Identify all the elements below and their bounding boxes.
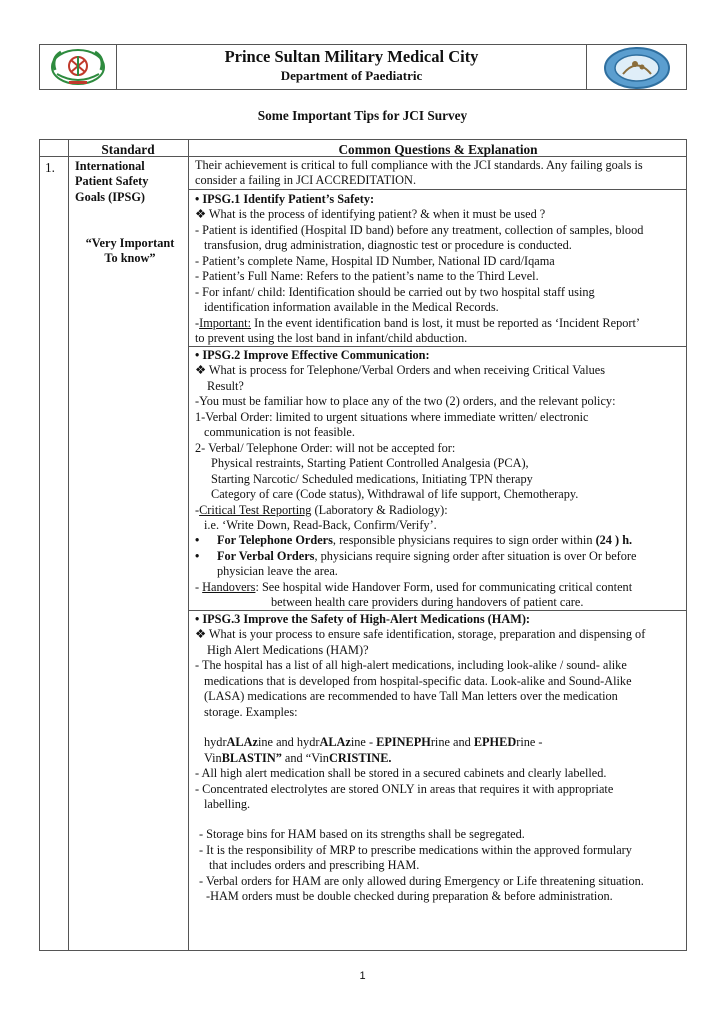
- text-fragment: For Verbal Orders: [217, 548, 315, 563]
- ipsg1-line: - Patient’s complete Name, Hospital ID Number, National ID card/Iqama: [195, 253, 555, 268]
- bullet-item: [195, 549, 685, 564]
- text-fragment: -: [195, 502, 200, 517]
- text-fragment: ALAz: [226, 735, 258, 750]
- ipsg1-line: - For infant/ child: Identification should be carried out by two hospital staff using: [195, 284, 595, 299]
- ipsg1-heading: • IPSG.1 Identify Patient’s Safety:: [195, 192, 375, 206]
- ipsg1-question: ❖ What is the process of identifying patient? & when it must be used ?: [195, 207, 546, 222]
- ipsg2-line: Category of care (Code status), Withdrawal of life support, Chemotherapy.: [211, 487, 579, 502]
- text-fragment: ine -: [350, 735, 377, 750]
- text-fragment: For Telephone Orders: [217, 533, 333, 548]
- critical-test-reporting-label: Critical Test Reporting: [199, 502, 312, 517]
- ipsg2-handover-line: [195, 580, 685, 595]
- note-line: To know”: [104, 251, 156, 266]
- ipsg1-line: to prevent using the lost band in infant/child abduction.: [195, 331, 468, 346]
- ipsg3-line: - The hospital has a list of all high-alert medications, including look-alike / sound- alike: [195, 658, 627, 673]
- logo-cell-right: [586, 45, 686, 89]
- page-number: 1: [359, 970, 366, 982]
- bullet-icon: •: [195, 533, 200, 548]
- text-fragment: In the event identification band is lost, it must be reported as ‘Incident Report’: [251, 315, 640, 330]
- document-title: Some Important Tips for JCI Survey: [257, 108, 468, 123]
- ipsg3-line: - All high alert medication shall be stored in a secured cabinets and clearly labelled.: [195, 766, 607, 781]
- ipsg3-line: that includes orders and prescribing HAM.: [209, 858, 420, 873]
- hospital-name: Prince Sultan Military Medical City: [224, 47, 479, 66]
- ipsg2-line: Starting Narcotic/ Scheduled medications, Initiating TPN therapy: [211, 471, 533, 486]
- standard-line: Goals (IPSG): [75, 189, 146, 204]
- standard-name: [75, 159, 185, 205]
- ipsg1-section: [195, 192, 685, 347]
- lasa-examples-line: [195, 735, 685, 750]
- column-header-questions: Common Questions & Explanation: [338, 142, 538, 157]
- text-fragment: EPINEPH: [376, 735, 431, 750]
- lasa-examples-line: [195, 751, 685, 766]
- intro-section: [195, 158, 685, 189]
- ipsg2-section: [195, 348, 685, 611]
- text-fragment: BLASTIN”: [221, 750, 282, 765]
- ipsg2-line: i.e. ‘Write Down, Read-Back, Confirm/Verify’.: [204, 517, 437, 532]
- text-fragment: (24 ) h.: [595, 533, 633, 548]
- standard-line: International: [75, 159, 145, 173]
- ipsg2-line: 1-Verbal Order: limited to urgent situations where immediate written/ electronic: [195, 409, 589, 424]
- column-divider: [68, 140, 69, 950]
- very-important-note: [70, 236, 190, 267]
- text-fragment: CRISTINE.: [328, 750, 392, 765]
- ipsg3-line: medications that is developed from hospital-specific data. Look-alike and Sound-Alike: [204, 673, 632, 688]
- ipsg2-question: ❖ What is process for Telephone/Verbal Orders and when receiving Critical Values: [195, 363, 606, 378]
- text-fragment: -: [195, 315, 200, 330]
- ipsg3-section: [195, 612, 685, 905]
- ipsg2-line: physician leave the area.: [217, 564, 338, 579]
- ipsg1-line: identification information available in the Medical Records.: [204, 300, 499, 315]
- ipsg2-line: -You must be familiar how to place any of the two (2) orders, and the relevant policy:: [195, 394, 616, 409]
- section-divider: [188, 189, 686, 190]
- ipsg2-line: Physical restraints, Starting Patient Controlled Analgesia (PCA),: [211, 456, 529, 471]
- row-number: 1.: [45, 160, 55, 175]
- logo-cell-left: [40, 45, 117, 89]
- intro-line: Their achievement is critical to full compliance with the JCI standards. Any failing goals is: [195, 158, 643, 172]
- note-line: “Very Important: [85, 236, 175, 250]
- column-header-standard: Standard: [101, 142, 155, 157]
- bullet-item: [195, 533, 685, 548]
- text-fragment: EPHED: [473, 735, 517, 750]
- text-fragment: Vin: [204, 750, 222, 765]
- text-fragment: ALAz: [319, 735, 351, 750]
- handovers-label: Handovers: [202, 579, 256, 594]
- department-name: Department of Paediatric: [280, 68, 423, 83]
- letterhead: [39, 44, 687, 90]
- ipsg2-ctr-line: [195, 503, 685, 518]
- text-fragment: (Laboratory & Radiology):: [311, 502, 448, 517]
- ipsg2-question: Result?: [207, 378, 244, 393]
- text-fragment: -: [195, 579, 203, 594]
- text-fragment: , physicians require signing order after situation is over Or before: [314, 548, 637, 563]
- text-fragment: hydr: [204, 735, 227, 750]
- ipsg3-line: labelling.: [204, 796, 251, 811]
- ipsg3-line: - Verbal orders for HAM are only allowed during Emergency or Life threatening situation.: [199, 873, 644, 888]
- important-label: Important:: [199, 315, 252, 330]
- tips-table: [39, 139, 687, 951]
- text-fragment: , responsible physicians requires to sign order within: [332, 533, 596, 548]
- department-logo-right: [595, 47, 679, 89]
- ipsg3-line: - Concentrated electrolytes are stored ONLY in areas that requires it with appropriate: [195, 781, 614, 796]
- ipsg1-line: - Patient’s Full Name: Refers to the patient’s name to the Third Level.: [195, 269, 539, 284]
- text-fragment: and “Vin: [281, 750, 329, 765]
- bullet-icon: •: [195, 548, 200, 563]
- standard-line: Patient Safety: [75, 174, 149, 189]
- ipsg3-line: storage. Examples:: [204, 704, 298, 719]
- intro-line: consider a failing in JCI ACCREDITATION.: [195, 173, 417, 188]
- ipsg3-line: (LASA) medications are recommended to have Tall Man letters over the medication: [204, 689, 618, 704]
- ipsg1-line: - Patient is identified (Hospital ID band) before any treatment, collection of samples, blood: [195, 222, 644, 237]
- letterhead-text: [117, 47, 586, 84]
- ipsg3-question: ❖ What is your process to ensure safe identification, storage, preparation and dispensing of: [195, 627, 646, 642]
- text-fragment: : See hospital wide Handover Form, used for communicating critical content: [255, 579, 633, 594]
- ipsg3-heading: • IPSG.3 Improve the Safety of High-Alert Medications (HAM):: [195, 612, 531, 626]
- spacer: [195, 812, 685, 827]
- spacer: [195, 720, 685, 735]
- text-fragment: ine and hydr: [257, 735, 320, 750]
- text-fragment: rine -: [516, 735, 543, 750]
- ipsg2-heading: • IPSG.2 Improve Effective Communication:: [195, 348, 430, 362]
- ipsg1-important-line: [195, 316, 685, 331]
- ipsg1-line: transfusion, drug administration, diagnostic test or procedure is conducted.: [204, 238, 572, 253]
- ipsg3-line: - It is the responsibility of MRP to prescribe medications within the approved formulary: [199, 842, 632, 857]
- ipsg3-line: - Storage bins for HAM based on its strengths shall be segregated.: [199, 827, 525, 842]
- hospital-logo-left: [49, 48, 107, 88]
- ipsg2-line: communication is not feasible.: [204, 425, 355, 440]
- ipsg2-line: 2- Verbal/ Telephone Order: will not be accepted for:: [195, 440, 456, 455]
- ipsg3-line: -HAM orders must be double checked during preparation & before administration.: [206, 889, 613, 904]
- ipsg3-question: High Alert Medications (HAM)?: [207, 642, 369, 657]
- ipsg2-line: between health care providers during handovers of patient care.: [271, 595, 584, 610]
- text-fragment: rine and: [430, 735, 474, 750]
